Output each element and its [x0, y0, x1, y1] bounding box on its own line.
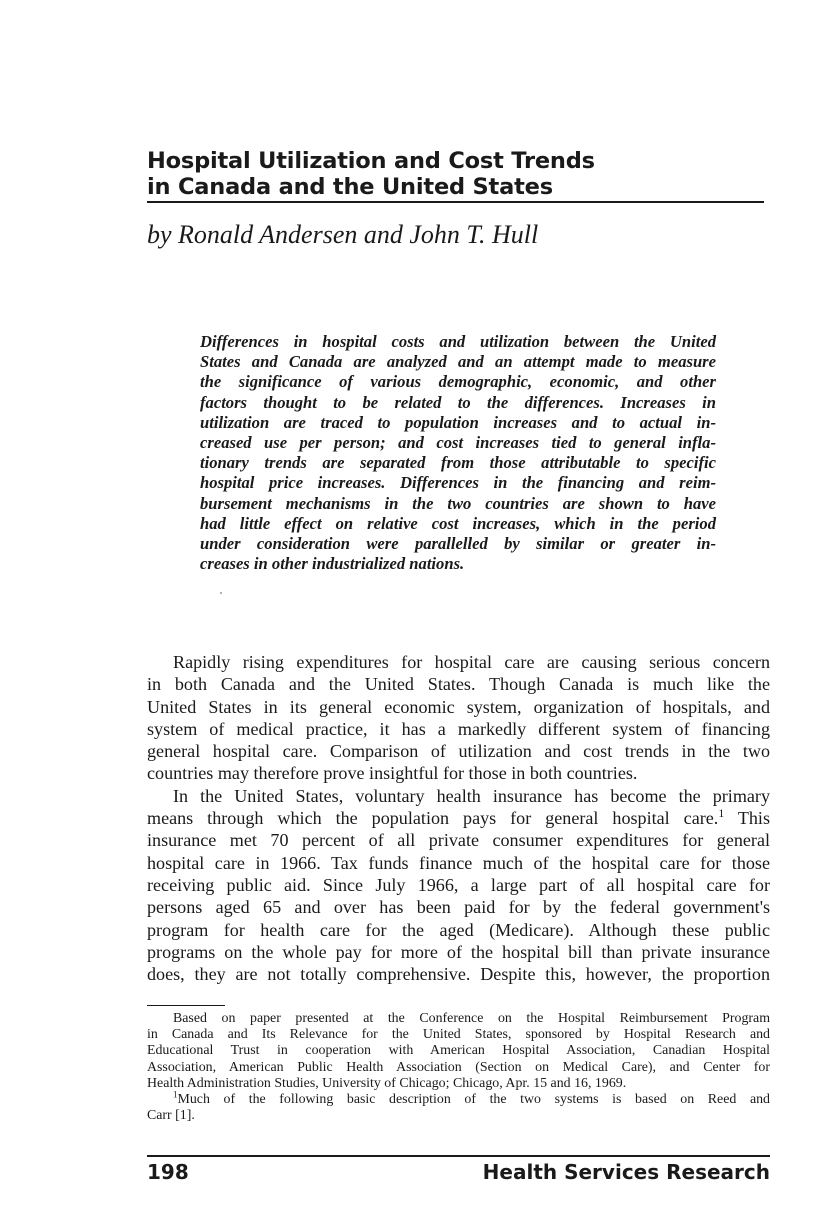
abstract-line: under consideration were parallelled by similar or greater in- — [200, 534, 716, 554]
body-line: general hospital care. Comparison of utilization and cost trends in the two — [147, 741, 770, 762]
body-line-with-footnote — [147, 807, 770, 829]
abstract-line: tionary trends are separated from those attributable to specific — [200, 453, 716, 473]
body-line: insurance met 70 percent of all private consumer expenditures for general — [147, 830, 770, 851]
title-line-2: in Canada and the United States — [147, 174, 553, 200]
footnote-line: Association, American Public Health Association (Section on Medical Care), and Center for — [147, 1059, 770, 1075]
body-line: hospital care in 1966. Tax funds finance much of the hospital care for those — [147, 852, 770, 873]
page-number: 198 — [147, 1160, 189, 1184]
abstract-line: utilization are traced to population increases and to actual in- — [200, 412, 716, 432]
abstract-line: had little effect on relative cost increases, which in the period — [200, 513, 716, 533]
article-title — [147, 148, 767, 200]
body-line: programs on the whole pay for more of the hospital bill than private insurance — [147, 941, 770, 962]
footnote-line: Carr [1]. — [147, 1108, 195, 1124]
abstract-line: hospital price increases. Differences in the financing and reim- — [200, 473, 716, 493]
abstract-line: Differences in hospital costs and utilization between the United — [200, 332, 716, 351]
body-line: receiving public aid. Since July 1966, a large part of all hospital care for — [147, 874, 770, 895]
footnote-line: Educational Trust in cooperation with American Hospital Association, Canadian Hospital — [147, 1043, 770, 1059]
body-line-tail: This — [724, 808, 770, 829]
footnote-line: Health Administration Studies, University of Chicago; Chicago, Apr. 15 and 16, 1969. — [147, 1075, 627, 1091]
body-line: does, they are not totally comprehensive. Despite this, however, the proportion — [147, 964, 770, 985]
abstract-line: creases in other industrialized nations. — [200, 554, 465, 574]
footnote-line: Based on paper presented at the Conference on the Hospital Reimbursement Program — [173, 1011, 770, 1026]
body-line: system of medical practice, it has a markedly different system of financing — [147, 718, 770, 739]
body-text — [147, 651, 770, 985]
body-line: persons aged 65 and over has been paid for by the federal government's — [147, 897, 770, 918]
body-line-text: means through which the population pays for general hospital care. — [147, 808, 719, 829]
abstract-line: creased use per person; and cost increases tied to general infla- — [200, 433, 716, 453]
abstract-line: the significance of various demographic, economic, and other — [200, 372, 716, 392]
title-line-1: Hospital Utilization and Cost Trends — [147, 148, 595, 174]
body-line: Rapidly rising expenditures for hospital care are causing serious concern — [173, 652, 770, 672]
abstract-line: factors thought to be related to the differences. Increases in — [200, 392, 716, 412]
abstract — [200, 332, 716, 574]
journal-name: Health Services Research — [482, 1160, 770, 1184]
footnote-line — [147, 1089, 770, 1108]
footer-rule — [147, 1155, 770, 1157]
footnote-line: in Canada and Its Relevance for the United States, sponsored by Hospital Research and — [147, 1027, 770, 1043]
abstract-line: States and Canada are analyzed and an attempt made to measure — [200, 352, 716, 372]
body-line: in both Canada and the United States. Though Canada is much like the — [147, 674, 770, 695]
abstract-line: bursement mechanisms in the two countries are shown to have — [200, 493, 716, 513]
footnotes — [147, 1011, 770, 1124]
body-line: program for health care for the aged (Medicare). Although these public — [147, 919, 770, 940]
stray-mark — [220, 592, 222, 594]
body-line: In the United States, voluntary health insurance has become the primary — [173, 785, 770, 806]
body-line: countries may therefore prove insightful for those in both countries. — [147, 763, 638, 784]
footnote-marker: 1 — [173, 1089, 178, 1100]
footnote-ref: 1 — [718, 807, 725, 821]
footnote-rule — [147, 1005, 225, 1006]
title-rule — [147, 201, 764, 203]
footnote-text: Much of the following basic description of the two systems is based on Reed and — [177, 1092, 770, 1108]
byline: by Ronald Andersen and John T. Hull — [147, 220, 539, 249]
body-line: United States in its general economic system, organization of hospitals, and — [147, 696, 770, 717]
